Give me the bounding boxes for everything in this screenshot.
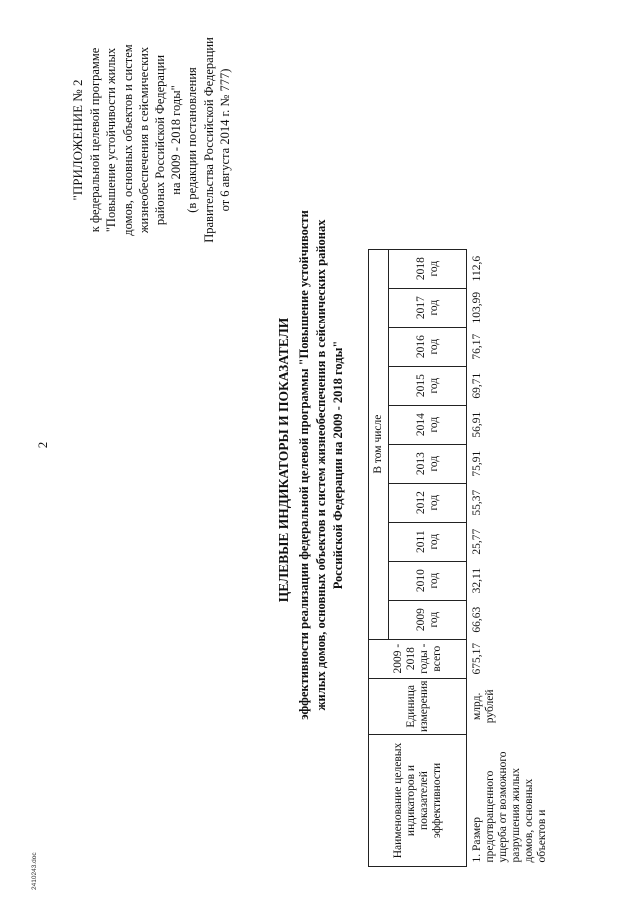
appendix-note <box>70 20 233 260</box>
appendix-heading: "ПРИЛОЖЕНИЕ № 2 <box>70 79 85 201</box>
header-indicator-name: Наименование целевых индикаторов и показателей эффективности <box>369 735 467 867</box>
header-total: 2009 - 2018 годы - всего <box>369 639 467 678</box>
indicators-table <box>368 249 549 867</box>
header-year: 2009 год <box>389 600 467 639</box>
row-total: 675,17 <box>471 642 483 675</box>
appendix-line: домов, основных объектов и систем <box>120 44 135 236</box>
appendix-line: жизнеобеспечения в сейсмических <box>136 46 151 234</box>
document-title: ЦЕЛЕВЫЕ ИНДИКАТОРЫ И ПОКАЗАТЕЛИ <box>276 317 291 603</box>
appendix-line: от 6 августа 2014 г. № 777) <box>217 68 232 212</box>
appendix-line: "Повышение устойчивости жилых <box>104 47 119 233</box>
row-value: 76,17 <box>471 333 483 360</box>
footer-filename: 2410243.doc <box>31 852 38 890</box>
row-value: 25,77 <box>471 528 483 555</box>
header-year: 2015 год <box>389 366 467 405</box>
row-value: 32,11 <box>471 567 483 594</box>
table-row <box>467 249 550 866</box>
row-indicator-name: 1. Размер предотвращенного ущерба от возможного разрушения жилых домов, основных объектов и <box>471 751 548 863</box>
document-subtitle <box>296 195 347 735</box>
header-including: В том числе <box>369 249 389 639</box>
header-unit: Единица измерения <box>369 678 467 734</box>
header-year: 2010 год <box>389 561 467 600</box>
row-value: 69,71 <box>471 372 483 399</box>
page-number: 2 <box>35 441 50 449</box>
header-year: 2013 год <box>389 444 467 483</box>
header-year: 2016 год <box>389 327 467 366</box>
appendix-line: (в редакции постановления <box>185 67 200 213</box>
header-year: 2018 год <box>389 249 467 288</box>
row-value: 103,99 <box>471 291 483 324</box>
subtitle-line: Российской Федерации на 2009 - 2018 годы" <box>331 340 345 590</box>
appendix-line: Правительства Российской Федерации <box>201 37 216 243</box>
header-year: 2012 год <box>389 483 467 522</box>
row-value: 75,91 <box>471 450 483 477</box>
header-year: 2011 год <box>389 522 467 561</box>
row-value: 112,6 <box>471 255 483 282</box>
header-year: 2017 год <box>389 288 467 327</box>
row-unit: млрд. рублей <box>471 689 496 724</box>
row-value: 56,91 <box>471 411 483 438</box>
header-year: 2014 год <box>389 405 467 444</box>
appendix-line: районах Российской Федерации <box>153 54 168 226</box>
subtitle-line: жилых домов, основных объектов и систем жизнеобеспечения в сейсмических районах <box>314 219 328 711</box>
subtitle-line: эффективности реализации федеральной целевой программы "Повышение устойчивости <box>297 210 311 720</box>
row-value: 55,37 <box>471 489 483 516</box>
appendix-line: к федеральной целевой программе <box>88 47 103 233</box>
appendix-line: на 2009 - 2018 годы" <box>169 85 184 195</box>
row-value: 66,63 <box>471 606 483 633</box>
